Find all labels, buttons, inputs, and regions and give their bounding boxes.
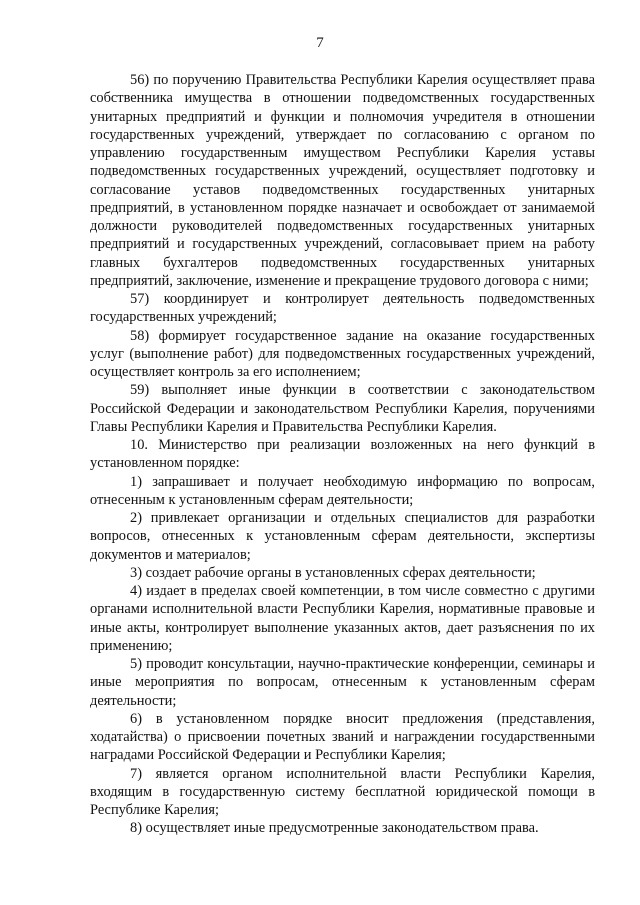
document-body: [90, 71, 595, 838]
paragraph-subitem-2: 2) привлекает организации и отдельных специалистов для разработки вопросов, отнесенных к установленным сферам деятельности, экспертизы документов и материалов;: [90, 510, 595, 563]
paragraph-subitem-1: 1) запрашивает и получает необходимую информацию по вопросам, отнесенным к установленным сферам деятельности;: [90, 473, 595, 508]
paragraph-item-57: 57) координирует и контролирует деятельность подведомственных государственных учреждений;: [90, 291, 595, 326]
paragraph-subitem-3: 3) создает рабочие органы в установленных сферах деятельности;: [130, 564, 536, 581]
paragraph-subitem-6: 6) в установленном порядке вносит предложения (представления, ходатайства) о присвоении почетных званий и награждении государственными наградами Российской Федерации и Республики Карелия;: [90, 710, 595, 764]
paragraph-subitem-7: 7) является органом исполнительной власти Республики Карелия, входящим в государственную систему бесплатной юридической помощи в Республике Карелия;: [90, 765, 595, 818]
paragraph-subitem-8: 8) осуществляет иные предусмотренные законодательством права.: [130, 820, 539, 837]
paragraph-item-56: 56) по поручению Правительства Республики Карелия осуществляет права собственника имущества в отношении подведомственных государственных унитарных предприятий и функции и полномочия учредителя в отношении государственных учреждений, утверждает по согласованию с органом по управлению государственным имуществом Республики Карелия уставы подведомственных государственных учреждений, осуществляет подготовку и согласование уставов подведомственных государственных унитарных предприятий, в установленном порядке назначает и освобождает от занимаемой должности руководителей подведомственных государственных унитарных предприятий и государственных учреждений, согласовывает прием на работу главных бухгалтеров подведомственных государственных унитарных предприятий, заключение, изменение и прекращение трудового договора с ними;: [90, 72, 595, 289]
paragraph-subitem-5: 5) проводит консультации, научно-практические конференции, семинары и иные мероприятия по вопросам, отнесенным к установленным сферам деятельности;: [90, 656, 595, 709]
paragraph-item-58: 58) формирует государственное задание на оказание государственных услуг (выполнение работ) для подведомственных государственных учреждений, осуществляет контроль за его исполнением;: [90, 327, 595, 380]
paragraph-item-59: 59) выполняет иные функции в соответствии с законодательством Российской Федерации и законодательством Республики Карелия, поручениями Главы Республики Карелия и Правительства Республики Карелия.: [90, 382, 595, 435]
paragraph-section-10: 10. Министерство при реализации возложенных на него функций в установленном порядке:: [90, 437, 595, 472]
paragraph-subitem-4: 4) издает в пределах своей компетенции, в том числе совместно с другими органами исполнительной власти Республики Карелия, нормативные правовые и иные акты, контролирует выполнение указанных актов, дает разъяснения по их применению;: [90, 583, 595, 654]
page-number: 7: [316, 35, 324, 51]
